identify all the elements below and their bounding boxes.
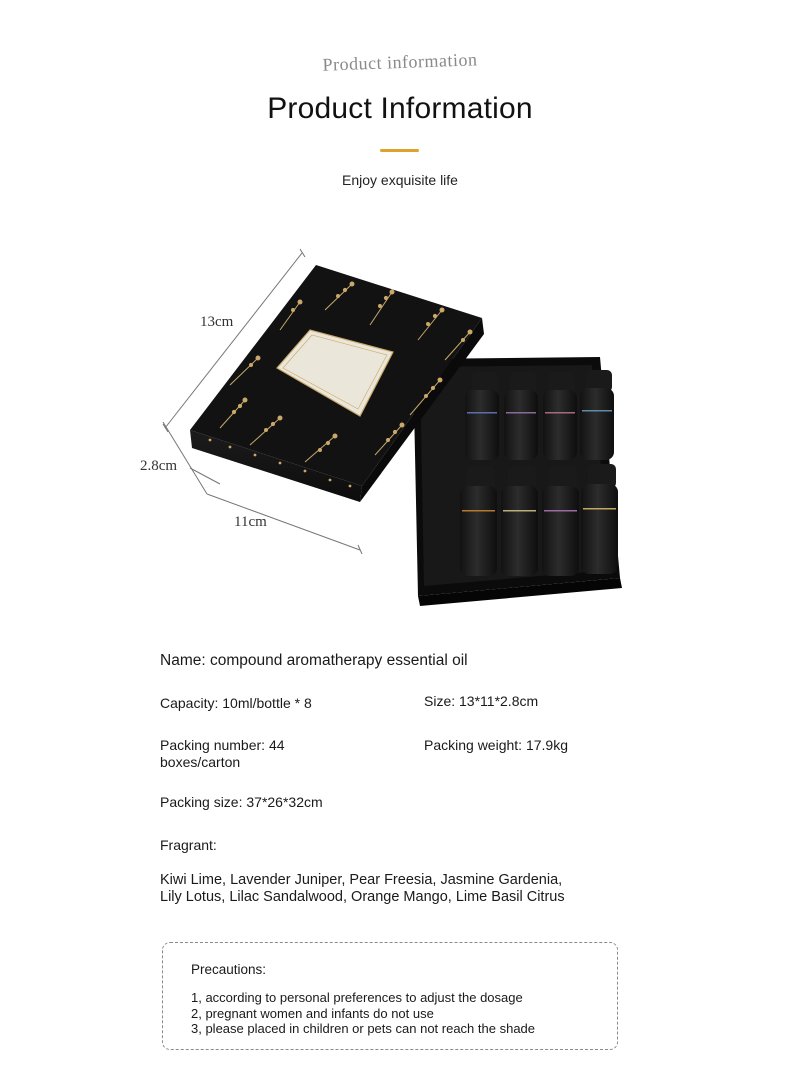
dimension-length-label: 13cm (200, 314, 234, 330)
tagline: Enjoy exquisite life (342, 172, 458, 188)
fragrant-line-2: Lily Lotus, Lilac Sandalwood, Orange Mango, Lime Basil Citrus (160, 889, 565, 905)
precaution-item: 2, pregnant women and infants do not use (191, 1005, 434, 1021)
fragrant-label: Fragrant: (160, 837, 217, 853)
spec-packing-size: Packing size: 37*26*32cm (160, 794, 323, 810)
product-image (130, 240, 650, 620)
dimension-width-label: 11cm (234, 514, 267, 530)
spec-packing-number-line2: boxes/carton (160, 754, 241, 770)
precaution-item: 3, please placed in children or pets can not reach the shade (191, 1021, 536, 1036)
fragrant-list (160, 872, 565, 906)
title-accent-line (380, 149, 419, 152)
product-name: Name: compound aromatherapy essential oil (160, 652, 468, 669)
spec-packing-number (160, 737, 285, 771)
spec-size: Size: 13*11*2.8cm (424, 693, 539, 709)
fragrant-line-1: Kiwi Lime, Lavender Juniper, Pear Freesia, Jasmine Gardenia, (160, 872, 563, 888)
gift-box-illustration (130, 240, 650, 620)
precaution-item: 1, according to personal preferences to adjust the dosage (191, 990, 523, 1005)
precautions-title: Precautions: (191, 962, 267, 977)
precautions-box (162, 942, 618, 1050)
script-title: Product information (322, 49, 478, 75)
page-title: Product Information (267, 92, 533, 125)
dimension-height-label: 2.8cm (140, 458, 178, 474)
precautions-list (191, 990, 535, 1037)
spec-packing-number-line1: Packing number: 44 (160, 737, 285, 753)
spec-capacity: Capacity: 10ml/bottle * 8 (160, 695, 312, 711)
spec-packing-weight: Packing weight: 17.9kg (424, 737, 568, 753)
